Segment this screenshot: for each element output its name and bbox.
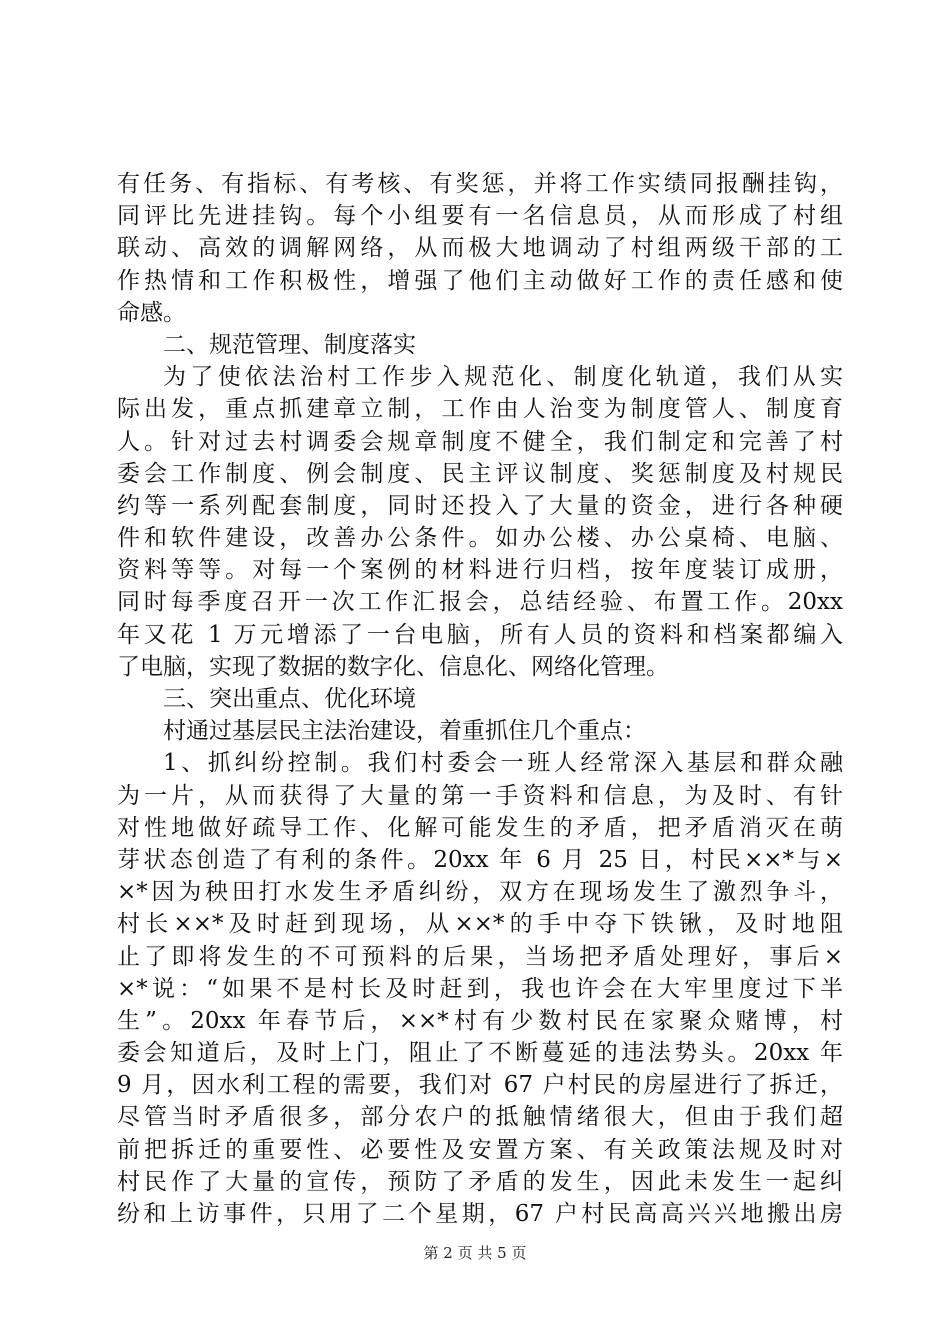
text-line: 年又花 1 万元增添了一台电脑，所有人员的资料和档案都编入 [117, 621, 843, 648]
text-line: 为了使依法治村工作步入规范化、制度化轨道，我们从实 [163, 364, 843, 391]
text-line: 三、突出重点、优化环境 [163, 686, 416, 712]
text-line: 生”。20xx 年春节后，××*村有少数村民在家聚众赌博，村 [117, 1007, 843, 1034]
text-line: 委会工作制度、例会制度、民主评议制度、奖惩制度及村规民 [117, 460, 843, 487]
document-body [117, 168, 843, 1230]
text-line: 1、抓纠纷控制。我们村委会一班人经常深入基层和群众融 [163, 750, 843, 777]
text-line: ×*说：“如果不是村长及时赶到，我也许会在大牢里度过下半 [117, 975, 843, 1002]
text-line: 对性地做好疏导工作、化解可能发生的矛盾，把矛盾消灭在萌 [117, 814, 843, 841]
text-line: 前把拆迁的重要性、必要性及安置方案、有关政策法规及时对 [117, 1136, 843, 1163]
text-line: 际出发，重点抓建章立制，工作由人治变为制度管人、制度育 [117, 396, 843, 423]
text-line: 为一片，从而获得了大量的第一手资料和信息，为及时、有针 [117, 782, 843, 809]
text-line: 作热情和工作积极性，增强了他们主动做好工作的责任感和使 [117, 267, 843, 294]
text-line: 同评比先进挂钩。每个小组要有一名信息员，从而形成了村组 [117, 203, 843, 230]
text-line: 芽状态创造了有利的条件。20xx 年 6 月 25 日，村民××*与× [117, 846, 843, 873]
text-line: 9 月，因水利工程的需要，我们对 67 户村民的房屋进行了拆迁， [117, 1072, 843, 1099]
text-line: 委会知道后，及时上门，阻止了不断蔓延的违法势头。20xx 年 [117, 1040, 843, 1067]
text-line: 约等一系列配套制度，同时还投入了大量的资金，进行各种硬 [117, 492, 843, 519]
text-line: 了电脑，实现了数据的数字化、信息化、网络化管理。 [117, 653, 669, 680]
text-line: ×*因为秧田打水发生矛盾纠纷，双方在现场发生了激烈争斗， [117, 879, 843, 906]
text-line: 二、规范管理、制度落实 [163, 331, 416, 358]
text-line: 同时每季度召开一次工作汇报会，总结经验、布置工作。20xx [117, 589, 843, 616]
text-line: 止了即将发生的不可预料的后果，当场把矛盾处理好，事后× [117, 943, 843, 970]
text-line: 村长××*及时赶到现场，从××*的手中夺下铁锹，及时地阻 [117, 911, 843, 938]
text-line: 纷和上访事件，只用了二个星期，67 户村民高高兴兴地搬出房 [117, 1201, 843, 1227]
text-line: 命感。 [117, 299, 186, 326]
text-line: 人。针对过去村调委会规章制度不健全，我们制定和完善了村 [117, 428, 843, 455]
text-line: 联动、高效的调解网络，从而极大地调动了村组两级干部的工 [117, 235, 843, 262]
text-line: 件和软件建设，改善办公条件。如办公楼、办公桌椅、电脑、 [117, 525, 843, 552]
text-line: 尽管当时矛盾很多，部分农户的抵触情绪很大，但由于我们超 [117, 1104, 843, 1131]
page-footer: 第 2 页 共 5 页 [423, 1244, 527, 1262]
text-line: 有任务、有指标、有考核、有奖惩，并将工作实绩同报酬挂钩， [117, 171, 843, 197]
text-line: 村通过基层民主法治建设，着重抓住几个重点： [163, 718, 646, 745]
text-line: 资料等等。对每一个案例的材料进行归档，按年度装订成册， [117, 557, 843, 584]
text-line: 村民作了大量的宣传，预防了矛盾的发生，因此未发生一起纠 [117, 1168, 843, 1195]
